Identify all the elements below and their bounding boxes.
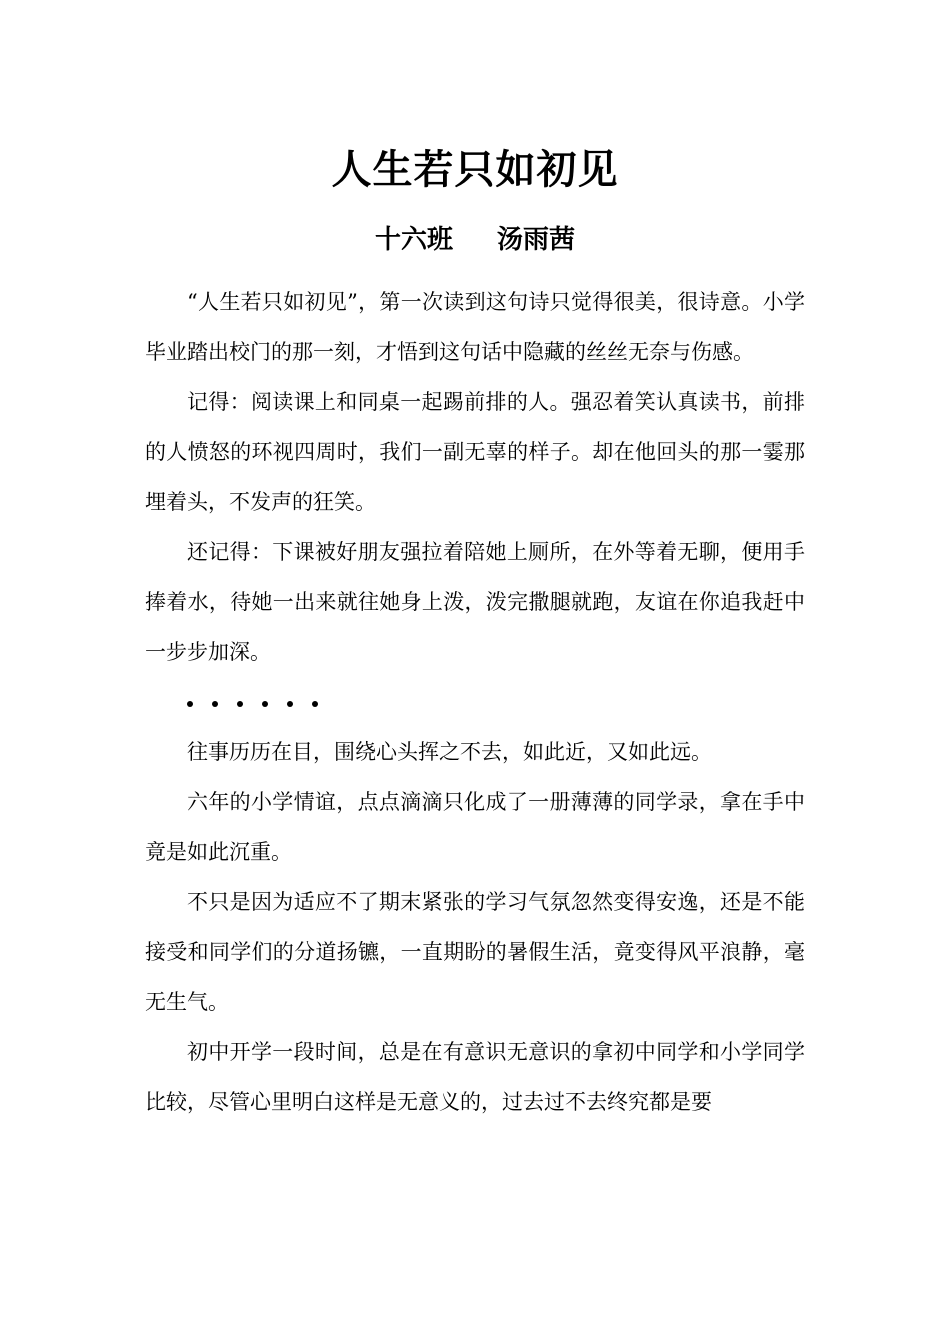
paragraph: “人生若只如初见”，第一次读到这句诗只觉得很美，很诗意。小学毕业踏出校门的那一刻，才悟到这句话中隐藏的丝丝无奈与伤感。 — [145, 290, 805, 364]
article-title: 人生若只如初见 — [331, 146, 619, 193]
dot-icon — [312, 701, 318, 707]
paragraph: 初中开学一段时间，总是在有意识无意识的拿初中同学和小学同学比较，尽管心里明白这样是无意义的，过去过不去终究都是要 — [145, 1040, 805, 1114]
class-name: 十六班 — [374, 225, 453, 255]
paragraph: 不只是因为适应不了期末紧张的学习气氛忽然变得安逸，还是不能接受和同学们的分道扬镳，一直期盼的暑假生活，竟变得风平浪静，毫无生气。 — [145, 890, 805, 1014]
article-body — [145, 277, 805, 1127]
paragraph: 六年的小学情谊，点点滴滴只化成了一册薄薄的同学录，拿在手中竟是如此沉重。 — [145, 790, 805, 864]
dot-icon — [212, 701, 218, 707]
paragraph: 还记得：下课被好朋友强拉着陪她上厕所，在外等着无聊，便用手捧着水，待她一出来就往她身上泼，泼完撒腿就跑，友谊在你追我赶中一步步加深。 — [145, 540, 805, 664]
dot-icon — [262, 701, 268, 707]
author-name: 汤雨茜 — [497, 225, 576, 255]
paragraph: 往事历历在目，围绕心头挥之不去，如此近，又如此远。 — [187, 740, 712, 764]
dot-icon — [287, 701, 293, 707]
dot-icon — [187, 701, 193, 707]
paragraph: 记得：阅读课上和同桌一起踢前排的人。强忍着笑认真读书，前排的人愤怒的环视四周时，我们一副无辜的样子。却在他回头的那一霎那埋着头，不发声的狂笑。 — [145, 390, 805, 514]
ellipsis-dots — [145, 677, 805, 727]
dot-icon — [237, 701, 243, 707]
byline — [0, 218, 950, 262]
